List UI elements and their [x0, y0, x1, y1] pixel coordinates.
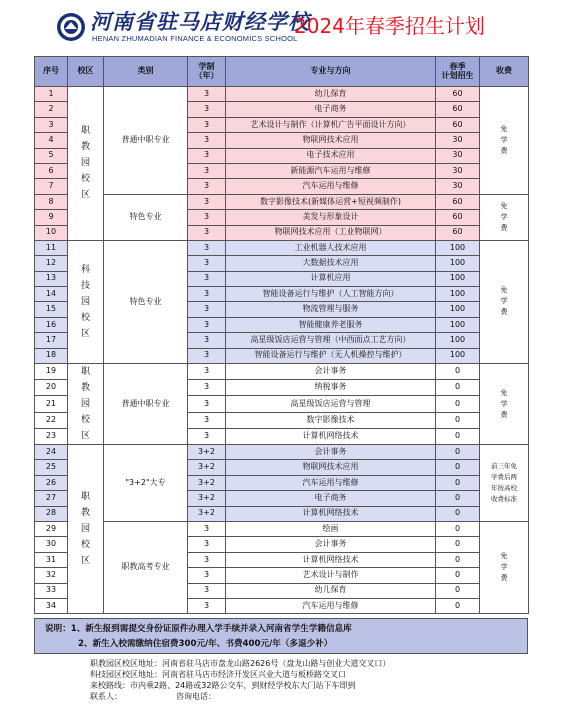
category-cell: 职教高考专业 — [104, 521, 188, 613]
school-name: 河南省驻马店财经学校 — [90, 9, 310, 34]
major-cell: 绘画 — [226, 521, 436, 536]
header-years-line2: （年） — [194, 70, 219, 80]
major-cell: 幼儿保育 — [226, 583, 436, 598]
fee-label: 前三年免学费后两年按高校收费标准 — [491, 462, 517, 503]
years-cell: 3 — [188, 163, 226, 178]
quota-cell: 100 — [436, 302, 480, 317]
row-number: 31 — [35, 552, 68, 567]
table-row — [35, 87, 529, 102]
category-cell: 特色专业 — [104, 240, 188, 363]
row-number: 13 — [35, 271, 68, 286]
quota-cell: 100 — [436, 287, 480, 302]
quota-cell: 0 — [436, 364, 480, 380]
years-cell: 3 — [188, 87, 226, 102]
major-cell: 艺术设计与制作 — [226, 568, 436, 583]
fee-label: 免学费 — [500, 124, 508, 155]
row-number: 29 — [35, 521, 68, 536]
header-quota — [436, 57, 480, 87]
table-row — [35, 521, 529, 536]
row-number: 6 — [35, 163, 68, 178]
row-number: 15 — [35, 302, 68, 317]
major-cell: 电子技术应用 — [226, 148, 436, 163]
row-number: 25 — [35, 460, 68, 475]
quota-cell: 0 — [436, 537, 480, 552]
row-number: 1 — [35, 87, 68, 102]
major-cell: 汽车运用与维修 — [226, 598, 436, 613]
row-number: 7 — [35, 179, 68, 194]
quota-cell: 100 — [436, 271, 480, 286]
bus-route: 来校路线：市内乘2路、24路或32路公交车，到财经学校东大门站下车即到 — [90, 681, 356, 690]
major-cell: 会计事务 — [226, 445, 436, 460]
header-category: 类别 — [104, 57, 188, 87]
years-cell: 3 — [188, 568, 226, 583]
table-row — [35, 240, 529, 255]
fee-cell — [480, 87, 529, 195]
major-cell: 会计事务 — [226, 537, 436, 552]
major-cell: 计算机网络技术 — [226, 428, 436, 444]
years-cell: 3 — [188, 179, 226, 194]
years-cell: 3 — [188, 240, 226, 255]
years-cell: 3 — [188, 317, 226, 332]
category-cell: 普通中职专业 — [104, 87, 188, 195]
major-cell: 汽车运用与维修 — [226, 475, 436, 490]
row-number: 20 — [35, 380, 68, 396]
years-cell: 3 — [188, 428, 226, 444]
years-cell: 3 — [188, 102, 226, 117]
campus-cell — [68, 87, 104, 241]
campus-cell — [68, 364, 104, 445]
note-line-1: 说明：1、新生报到需提交身份证原件办理入学手续并录入河南省学生学籍信息库 — [45, 624, 352, 634]
row-number: 23 — [35, 428, 68, 444]
row-number: 34 — [35, 598, 68, 613]
row-number: 32 — [35, 568, 68, 583]
years-cell: 3 — [188, 133, 226, 148]
years-cell: 3 — [188, 271, 226, 286]
quota-cell: 30 — [436, 179, 480, 194]
major-cell: 工业机器人技术应用 — [226, 240, 436, 255]
years-cell: 3+2 — [188, 445, 226, 460]
contact-person-label: 联系人： — [90, 692, 122, 701]
quota-cell: 0 — [436, 396, 480, 412]
quota-cell: 0 — [436, 475, 480, 490]
major-cell: 物流管理与服务 — [226, 302, 436, 317]
quota-cell: 100 — [436, 317, 480, 332]
quota-cell: 100 — [436, 348, 480, 363]
years-cell: 3+2 — [188, 491, 226, 506]
row-number: 19 — [35, 364, 68, 380]
row-number: 18 — [35, 348, 68, 363]
major-cell: 高星级饭店运营与管理（中西面点工艺方向） — [226, 333, 436, 348]
fee-label: 免学费 — [500, 552, 508, 583]
years-cell: 3 — [188, 412, 226, 428]
header-years — [188, 57, 226, 87]
row-number: 5 — [35, 148, 68, 163]
quota-cell: 0 — [436, 380, 480, 396]
fee-cell — [480, 240, 529, 363]
major-cell: 电子商务 — [226, 491, 436, 506]
address-vocational-campus: 职教园区校区地址：河南省驻马店市盘龙山路2626号（盘龙山路与创业大道交叉口） — [90, 659, 391, 668]
campus-label: 科技园校区 — [80, 264, 90, 339]
header-quota-line2: 计划招生 — [441, 70, 474, 80]
quota-cell: 0 — [436, 521, 480, 536]
row-number: 3 — [35, 117, 68, 132]
fee-cell — [480, 521, 529, 613]
row-number: 28 — [35, 506, 68, 521]
years-cell: 3 — [188, 194, 226, 209]
row-number: 16 — [35, 317, 68, 332]
major-cell: 高星级饭店运营与管理 — [226, 396, 436, 412]
major-cell: 电子商务 — [226, 102, 436, 117]
row-number: 17 — [35, 333, 68, 348]
fee-cell — [480, 445, 529, 522]
major-cell: 幼儿保育 — [226, 87, 436, 102]
major-cell: 智能设备运行与维护（人工智能方向） — [226, 287, 436, 302]
quota-cell: 0 — [436, 445, 480, 460]
row-number: 12 — [35, 256, 68, 271]
page-header — [0, 0, 578, 54]
years-cell: 3 — [188, 225, 226, 240]
major-cell: 物联网技术应用 — [226, 460, 436, 475]
major-cell: 数字影像技术(新媒体运营+短视频制作) — [226, 194, 436, 209]
table-body — [35, 87, 529, 614]
note-line-2: 2、新生入校需缴纳住宿费300元/年、书费400元/年（多退少补） — [78, 639, 333, 649]
campus-label: 职教园校区 — [80, 126, 90, 201]
major-cell: 计算机网络技术 — [226, 552, 436, 567]
years-cell: 3+2 — [188, 475, 226, 490]
years-cell: 3 — [188, 287, 226, 302]
years-cell: 3 — [188, 583, 226, 598]
years-cell: 3 — [188, 396, 226, 412]
quota-cell: 60 — [436, 194, 480, 209]
quota-cell: 60 — [436, 102, 480, 117]
quota-cell: 0 — [436, 506, 480, 521]
row-number: 9 — [35, 210, 68, 225]
campus-label: 职教园校区 — [80, 367, 90, 442]
major-cell: 智能健康养老服务 — [226, 317, 436, 332]
quota-cell: 30 — [436, 163, 480, 178]
major-cell: 艺术设计与制作（计算机广告平面设计方向） — [226, 117, 436, 132]
contact-line — [90, 691, 390, 702]
table-row — [35, 364, 529, 380]
years-cell: 3 — [188, 380, 226, 396]
row-number: 10 — [35, 225, 68, 240]
years-cell: 3 — [188, 537, 226, 552]
years-cell: 3 — [188, 598, 226, 613]
quota-cell: 60 — [436, 87, 480, 102]
years-cell: 3 — [188, 348, 226, 363]
fee-label: 免学费 — [500, 286, 508, 317]
major-cell: 新能源汽车运用与维修 — [226, 163, 436, 178]
years-cell: 3 — [188, 148, 226, 163]
years-cell: 3+2 — [188, 460, 226, 475]
years-cell: 3 — [188, 364, 226, 380]
address-tech-campus: 科技园区校区地址：河南省驻马店市经济开发区兴业大道与板桥路交叉口 — [90, 670, 346, 679]
category-cell: 普通中职专业 — [104, 364, 188, 445]
school-logo-icon — [56, 12, 86, 42]
row-number: 4 — [35, 133, 68, 148]
quota-cell: 30 — [436, 148, 480, 163]
fee-cell — [480, 194, 529, 240]
campus-cell — [68, 240, 104, 363]
quota-cell: 100 — [436, 333, 480, 348]
major-cell: 汽车运用与维修 — [226, 179, 436, 194]
header-campus: 校区 — [68, 57, 104, 87]
quota-cell: 0 — [436, 598, 480, 613]
row-number: 24 — [35, 445, 68, 460]
header-fees: 收费 — [480, 57, 529, 87]
quota-cell: 0 — [436, 491, 480, 506]
major-cell: 物联网技术应用 — [226, 133, 436, 148]
major-cell: 大数据技术应用 — [226, 256, 436, 271]
quota-cell: 100 — [436, 240, 480, 255]
years-cell: 3 — [188, 210, 226, 225]
quota-cell: 0 — [436, 568, 480, 583]
major-cell: 智能设备运行与维护（无人机操控与维护） — [226, 348, 436, 363]
row-number: 11 — [35, 240, 68, 255]
major-cell: 计算机应用 — [226, 271, 436, 286]
quota-cell: 0 — [436, 412, 480, 428]
notes-box — [34, 618, 528, 654]
fee-cell — [480, 364, 529, 445]
header-major: 专业与方向 — [226, 57, 436, 87]
major-cell: 会计事务 — [226, 364, 436, 380]
major-cell: 纳税事务 — [226, 380, 436, 396]
quota-cell: 60 — [436, 210, 480, 225]
quota-cell: 60 — [436, 117, 480, 132]
page-title: 2024年春季招生计划 — [294, 14, 485, 38]
major-cell: 数字影像技术 — [226, 412, 436, 428]
footer-info — [90, 658, 390, 702]
years-cell: 3 — [188, 521, 226, 536]
years-cell: 3 — [188, 333, 226, 348]
table-row — [35, 194, 529, 209]
category-cell: 特色专业 — [104, 194, 188, 240]
header-quota-line1: 春季 — [449, 61, 466, 71]
campus-label: 职教园校区 — [80, 492, 90, 567]
years-cell: 3 — [188, 117, 226, 132]
quota-cell: 100 — [436, 256, 480, 271]
header-no: 序号 — [35, 57, 68, 87]
row-number: 27 — [35, 491, 68, 506]
fee-label: 免学费 — [500, 201, 508, 232]
header-years-line1: 学制 — [198, 61, 215, 71]
campus-cell — [68, 445, 104, 614]
row-number: 22 — [35, 412, 68, 428]
category-cell: "3+2"大专 — [104, 445, 188, 522]
years-cell: 3 — [188, 302, 226, 317]
years-cell: 3 — [188, 552, 226, 567]
major-cell: 物联网技术应用（工业物联网） — [226, 225, 436, 240]
major-cell: 美发与形象设计 — [226, 210, 436, 225]
row-number: 30 — [35, 537, 68, 552]
row-number: 2 — [35, 102, 68, 117]
phone-label: 咨询电话： — [176, 692, 216, 701]
quota-cell: 60 — [436, 225, 480, 240]
quota-cell: 0 — [436, 428, 480, 444]
quota-cell: 0 — [436, 552, 480, 567]
years-cell: 3 — [188, 256, 226, 271]
quota-cell: 30 — [436, 133, 480, 148]
row-number: 33 — [35, 583, 68, 598]
row-number: 26 — [35, 475, 68, 490]
row-number: 8 — [35, 194, 68, 209]
quota-cell: 0 — [436, 460, 480, 475]
table-header-row — [35, 57, 529, 87]
row-number: 14 — [35, 287, 68, 302]
table-row — [35, 445, 529, 460]
school-name-english: HENAN ZHUMADIAN FINANCE & ECONOMICS SCHOOL — [92, 34, 298, 43]
row-number: 21 — [35, 396, 68, 412]
fee-label: 免学费 — [500, 388, 508, 419]
major-cell: 计算机网络技术 — [226, 506, 436, 521]
quota-cell: 0 — [436, 583, 480, 598]
enrollment-plan-table — [34, 56, 529, 614]
years-cell: 3+2 — [188, 506, 226, 521]
